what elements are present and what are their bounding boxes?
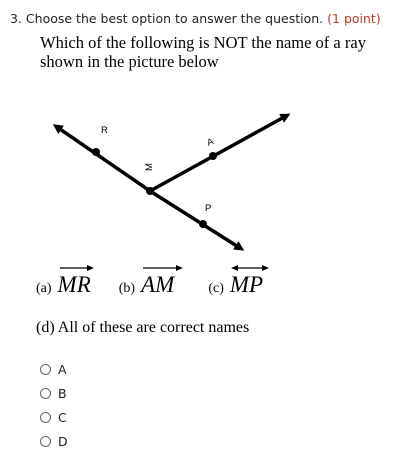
choice-b-name: AM xyxy=(141,272,175,297)
radio-button-icon[interactable] xyxy=(40,364,51,375)
radio-button-icon[interactable] xyxy=(40,436,51,447)
choice-d: (d) All of these are correct names xyxy=(36,319,250,336)
choice-a-name: MR xyxy=(57,272,91,297)
answer-option-label: B xyxy=(58,385,67,401)
ray-symbol-arrow-icon xyxy=(141,264,185,272)
answer-option-label: C xyxy=(58,409,67,425)
point-r xyxy=(92,148,100,156)
ray-line-a xyxy=(150,116,286,191)
point-m xyxy=(146,187,154,195)
choice-c-name: MP xyxy=(229,272,264,297)
question-text: Which of the following is NOT the name of a ray shown in the picture below xyxy=(40,33,366,71)
answer-option-b[interactable] xyxy=(40,381,68,405)
choice-b-ray-name xyxy=(141,270,174,298)
label-m: M xyxy=(144,163,155,171)
line-symbol-arrow-icon xyxy=(230,264,270,272)
question-instruction: Choose the best option to answer the question. xyxy=(25,11,324,26)
choice-b-letter: (b) xyxy=(118,281,136,296)
question-number: 3. xyxy=(10,11,22,26)
ray-line-r xyxy=(57,127,150,191)
ray-line-p xyxy=(150,191,240,248)
choice-c-letter: (c) xyxy=(208,281,224,296)
label-p: P xyxy=(205,203,212,214)
choice-a-ray-name xyxy=(58,270,91,298)
answer-option-d[interactable] xyxy=(40,429,68,453)
point-p xyxy=(199,220,207,228)
answer-option-label: D xyxy=(58,433,68,449)
radio-button-icon[interactable] xyxy=(40,388,51,399)
choice-c xyxy=(208,270,263,298)
choice-b xyxy=(119,270,175,298)
answer-options xyxy=(40,357,68,453)
point-a xyxy=(209,152,217,160)
ray-choices xyxy=(36,270,416,298)
label-a: A xyxy=(205,136,216,149)
answer-option-a[interactable] xyxy=(40,357,68,381)
radio-button-icon[interactable] xyxy=(40,412,51,423)
choice-a xyxy=(36,270,91,298)
choice-c-ray-name xyxy=(230,270,263,298)
answer-option-c[interactable] xyxy=(40,405,68,429)
choice-a-letter: (a) xyxy=(36,281,52,296)
ray-symbol-arrow-icon xyxy=(58,264,96,272)
label-r: R xyxy=(101,125,108,136)
answer-option-label: A xyxy=(58,361,67,377)
question-points: (1 point) xyxy=(327,11,381,26)
